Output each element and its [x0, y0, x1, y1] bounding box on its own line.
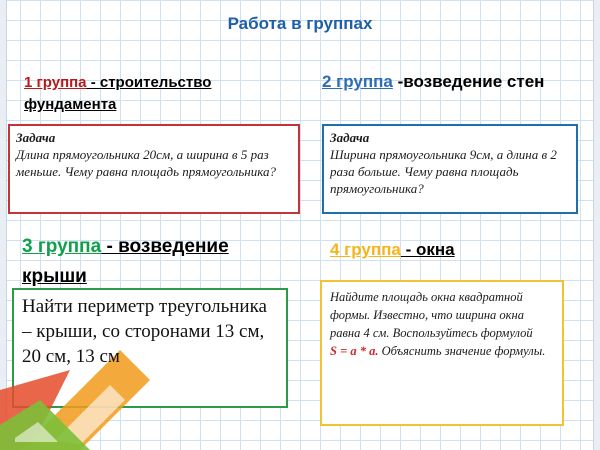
group4-task-text: [330, 288, 554, 360]
group3-topic: - возведение крыши: [22, 236, 229, 287]
group4-topic: - окна: [400, 240, 455, 259]
group4-task-text-part2: Объяснить значение формулы.: [378, 344, 546, 358]
group3-task-text: Найти периметр треугольника – крыши, со сторонами 13 см, 20 см, 13 см: [22, 296, 267, 367]
group2-name: 2 группа: [322, 72, 393, 91]
group2-task-box: [322, 124, 578, 214]
group4-formula: S = a * a.: [330, 344, 379, 358]
group2-task-label: Задача: [330, 130, 370, 145]
group1-task-text: Длина прямоугольника 20см, а ширина в 5 раз меньше. Чему равна площадь прямоугольника?: [16, 147, 276, 179]
group3-name: 3 группа: [22, 236, 102, 257]
group1-task-box: [8, 124, 300, 214]
group1-topic: - строительство фундамента: [24, 74, 212, 113]
group2-heading: [322, 72, 600, 92]
slide-edge-right: [593, 0, 600, 450]
group3-heading: [22, 232, 282, 292]
group1-task-label: Задача: [16, 130, 56, 145]
slide-title: Работа в группах: [227, 14, 373, 33]
group4-task-box: [320, 280, 564, 426]
group2-topic: -возведение стен: [392, 72, 545, 91]
group4-task-text-part1: Найдите площадь окна квадратной формы. Известно, что ширина окна равна 4 см. Воспользуйтесь формулой: [330, 290, 533, 340]
group4-name: 4 группа: [330, 240, 401, 259]
group2-task-text: Ширина прямоугольника 9см, а длина в 2 раза больше. Чему равна площадь прямоугольника?: [330, 147, 557, 196]
group4-heading: [330, 240, 590, 260]
group1-heading: [24, 72, 274, 116]
group1-name: 1 группа: [24, 74, 87, 91]
